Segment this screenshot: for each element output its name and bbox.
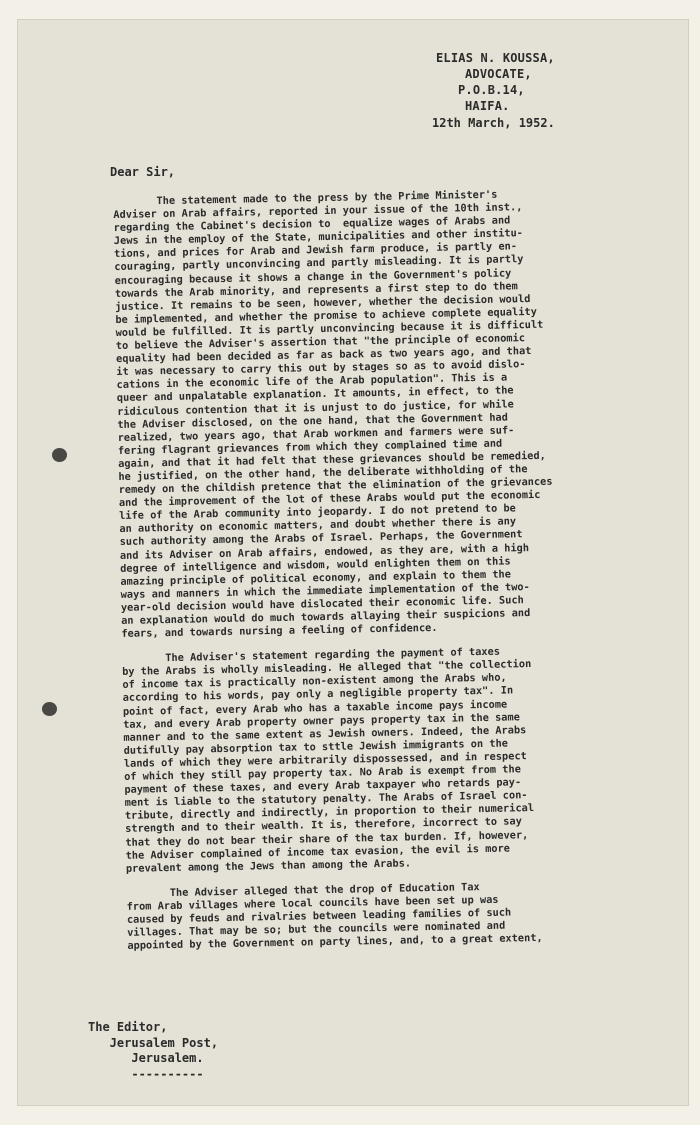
letterhead-pobox: P.O.B.14, <box>458 83 525 97</box>
punch-hole <box>42 702 57 716</box>
letter-body <box>113 185 688 965</box>
letterhead-title: ADVOCATE, <box>465 67 532 81</box>
addressee-block <box>88 1020 218 1082</box>
addressee-line-3: Jerusalem. <box>88 1051 204 1065</box>
addressee-line-2: Jerusalem Post, <box>88 1035 219 1050</box>
paragraph-economic-equality: The statement made to the press by the Prime Minister's Adviser on Arab affairs, reported in your issue of the 10th inst., regarding the Cabinet's decision to equalize wages of Arabs and Jews in the employ of the State, municipalities and other institu- tions, and prices for Arab and Jewish farm produce, is partly en- couraging, partly unconvincing and partly misleading. It is partly encouraging because it shows a change in the Government's policy towards the Arab minority, and represents a first step to do them justice. It remains to be seen, however, whether the decision would be implemented, and whether the promise to achieve complete equality would be fulfilled. It is partly unconvincing because it is difficult to believe the Adviser's assertion that "the principle of economic equality had been decided as far as back as two years ago, and that it was necessary to carry this out by stages so as to avoid dislo- cations in the economic life of the Arab population". This is a queer and unpalatable explanation. It amounts, in effect, to the ridiculous contention that it is unjust to do justice, for while the Adviser disclosed, on the one hand, that the Government had realized, two years ago, that Arab workmen and farmers were suf- fering flagrant grievances from which they complained time and again, and that it had felt that these grievances should be remedied, he justified, on the other hand, the deliberate withholding of the remedy on the childish pretence that the elimination of the grievances and the improvement of the lot of these Arabs would put the economic life of the Arab community into jeopardy. I do not pretend to be an authority on economic matters, and doubt whether there is any such authority among the Arabs of Israel. Perhaps, the Government and its Adviser on Arab affairs, endowed, as they are, with a high degree of intelligence and wisdom, would enlighten them on this amazing principle of political economy, and explain to them the ways and manners in which the immediate implementation of the two- year-old decision would have dislocated their economic life. Such an explanation would do much towards allaying their suspicions and fears, and towards nursing a feeling of confidence. <box>113 188 553 641</box>
punch-hole <box>52 448 67 462</box>
letter-page <box>18 20 688 1105</box>
letter-date: 12th March, 1952. <box>432 116 555 130</box>
addressee-line-1: The Editor, <box>88 1020 168 1034</box>
salutation: Dear Sir, <box>110 165 176 179</box>
letterhead-name: ELIAS N. KOUSSA, <box>436 51 555 65</box>
addressee-underline: ---------- <box>88 1066 204 1081</box>
paragraph-taxes: The Adviser's statement regarding the payment of taxes by the Arabs is wholly misleading. He alleged that "the collection of income tax is practically non-existent among the Arabs who, according to his words, pay only a negligible property tax". In point of fact, every Arab who has a taxable income pays income tax, and every Arab property owner pays property tax in the same manner and to the same extent as Jewish owners. Indeed, the Arabs dutifully pay absorption tax to sttle Jewish immigrants on the lands of which they were arbitrarily dispossessed, and in respect of which they still pay property tax. No Arab is exempt from the payment of these taxes, and every Arab taxpayer who retards pay- ment is liable to the statutory penalty. The Arabs of Israel con- tribute, directly and indirectly, in proportion to their numerical strength and to their wealth. It is, therefore, incorrect to say that they do not bear their share of the tax burden. If, however, the Adviser complained of income tax evasion, the evil is more prevalent among the Jews than among the Arabs. <box>121 645 535 875</box>
paragraph-education-tax: The Adviser alleged that the drop of Education Tax from Arab villages where local councils have been set up was caused by feuds and rivalries between leading families of such villages. That may be so; but the councils were nominated and appointed by the Government on party lines, and, to a great extent, <box>126 880 543 953</box>
letterhead-city: HAIFA. <box>465 99 510 113</box>
letterhead <box>436 50 555 114</box>
